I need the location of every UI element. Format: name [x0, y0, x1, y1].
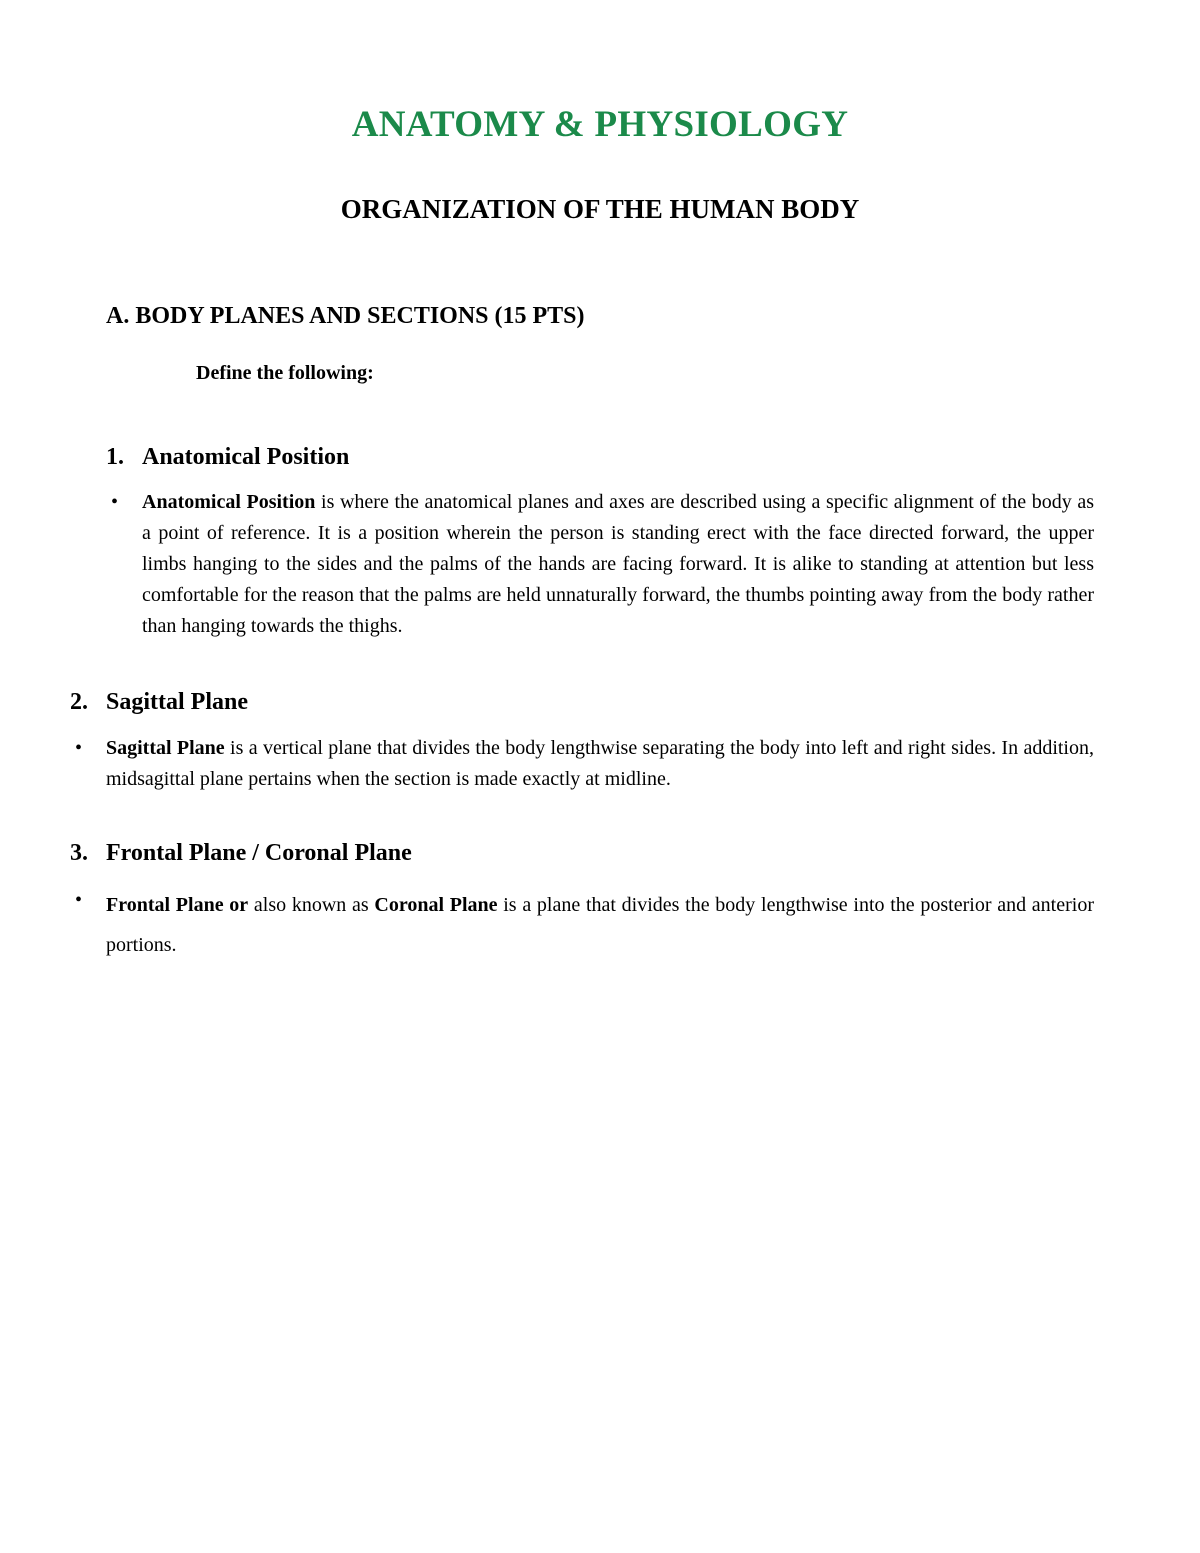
definition-frontal-plane: [106, 885, 1094, 965]
definition-text: is where the anatomical planes and axes are described using a specific alignment of the body as a point of reference. It is a position wherein the person is standing erect with the face directed forward, the upper limbs hanging to the sides and the palms of the hands are facing forward. It is alike to standing at attention but less comfortable for the reason that the palms are held unnaturally forward, the thumbs pointing away from the body rather than hanging towards the thighs.: [142, 491, 1094, 637]
section-heading: A. BODY PLANES AND SECTIONS (15 PTS): [106, 303, 585, 329]
definition-anatomical-position: [142, 487, 1094, 642]
item-number: 1.: [106, 444, 124, 470]
definition-term: Frontal Plane or: [106, 894, 249, 916]
item-heading-anatomical-position: [106, 441, 349, 473]
definition-term: Sagittal Plane: [106, 737, 225, 759]
item-heading-label: Frontal Plane / Coronal Plane: [106, 840, 412, 866]
bullet-icon: •: [75, 737, 83, 759]
definition-term-alt: Coronal Plane: [374, 894, 498, 916]
section-instruction: Define the following:: [196, 362, 374, 384]
definition-text-connector: also known as: [248, 894, 375, 916]
definition-text: is a plane that divides the body lengthwise into the posterior and anterior portions.: [106, 894, 1094, 956]
bullet-icon: •: [75, 889, 83, 911]
item-heading-label: Anatomical Position: [142, 444, 350, 470]
item-number: 2.: [70, 689, 88, 715]
definition-term: Anatomical Position: [142, 491, 316, 513]
item-heading-frontal-plane: [70, 837, 412, 869]
bullet-icon: •: [111, 491, 119, 513]
item-heading-label: Sagittal Plane: [106, 689, 248, 715]
item-number: 3.: [70, 840, 88, 866]
definition-text: is a vertical plane that divides the body lengthwise separating the body into left and right sides. In addition, midsagittal plane pertains when the section is made exactly at midline.: [106, 737, 1094, 790]
document-title: ANATOMY & PHYSIOLOGY: [351, 104, 849, 145]
definition-sagittal-plane: [106, 733, 1094, 795]
item-heading-sagittal-plane: [70, 686, 248, 718]
document-subtitle: ORGANIZATION OF THE HUMAN BODY: [340, 194, 860, 224]
